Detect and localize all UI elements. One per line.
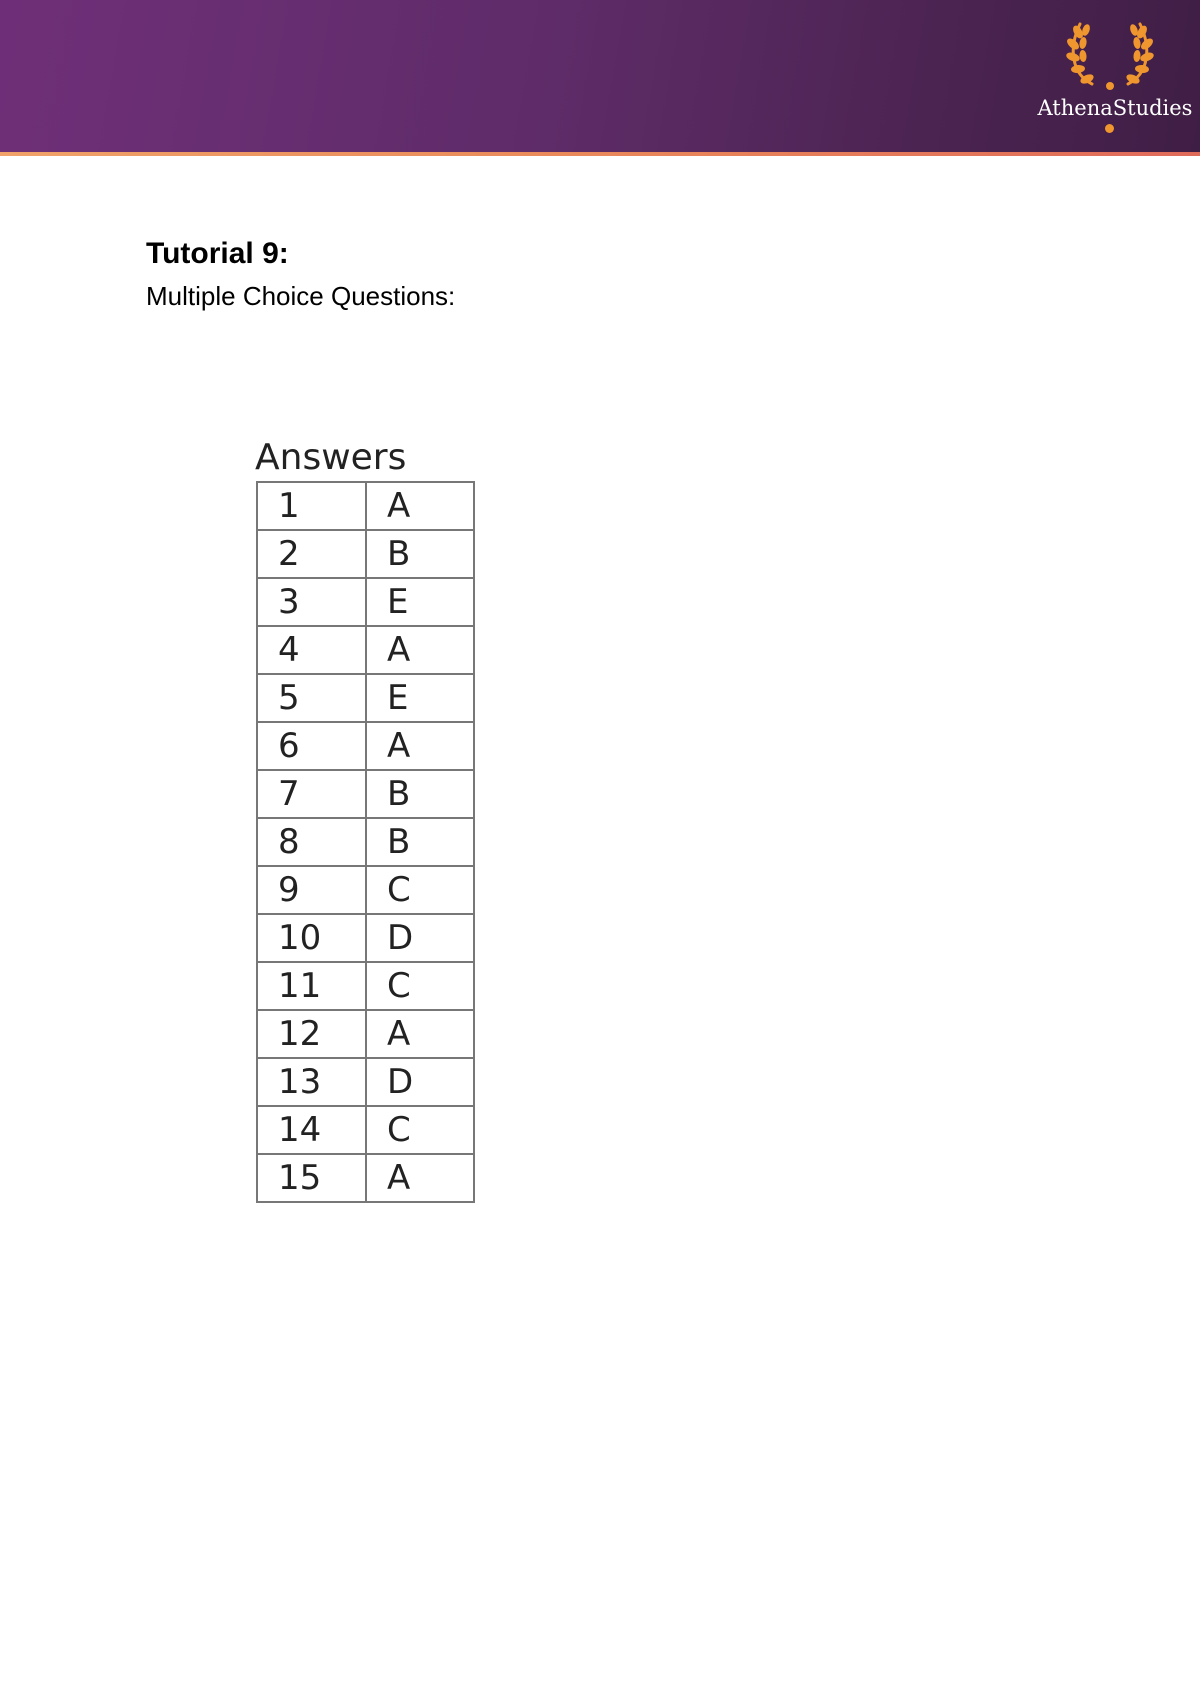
page-subtitle: Multiple Choice Questions: <box>146 281 456 311</box>
question-number-cell: 8 <box>257 818 366 866</box>
answer-letter-cell: E <box>366 578 474 626</box>
page-title: Tutorial 9: <box>146 237 289 270</box>
question-number-cell: 10 <box>257 914 366 962</box>
table-row <box>257 770 474 818</box>
question-number-cell: 15 <box>257 1154 366 1202</box>
table-row <box>257 914 474 962</box>
table-row <box>257 722 474 770</box>
question-number-cell: 1 <box>257 482 366 530</box>
answer-letter-cell: A <box>366 1154 474 1202</box>
table-row <box>257 1010 474 1058</box>
answer-letter-cell: C <box>366 1106 474 1154</box>
question-number-cell: 5 <box>257 674 366 722</box>
question-number-cell: 14 <box>257 1106 366 1154</box>
answer-letter-cell: B <box>366 770 474 818</box>
question-number-cell: 3 <box>257 578 366 626</box>
table-row <box>257 1058 474 1106</box>
answers-table-body <box>257 482 474 1202</box>
answer-letter-cell: C <box>366 866 474 914</box>
answer-letter-cell: C <box>366 962 474 1010</box>
brand-name: AthenaStudies <box>1037 96 1193 120</box>
table-row <box>257 674 474 722</box>
question-number-cell: 9 <box>257 866 366 914</box>
table-row <box>257 1106 474 1154</box>
answer-letter-cell: A <box>366 722 474 770</box>
answer-letter-cell: A <box>366 482 474 530</box>
table-row <box>257 578 474 626</box>
question-number-cell: 6 <box>257 722 366 770</box>
laurel-wreath-icon <box>1062 14 1158 94</box>
answers-heading: Answers <box>255 437 407 478</box>
answers-table <box>256 481 475 1203</box>
answer-letter-cell: D <box>366 914 474 962</box>
header-accent-rule <box>0 152 1200 156</box>
question-number-cell: 7 <box>257 770 366 818</box>
answer-letter-cell: A <box>366 626 474 674</box>
answer-letter-cell: A <box>366 1010 474 1058</box>
table-row <box>257 962 474 1010</box>
question-number-cell: 12 <box>257 1010 366 1058</box>
question-number-cell: 2 <box>257 530 366 578</box>
table-row <box>257 482 474 530</box>
table-row <box>257 1154 474 1202</box>
table-row <box>257 818 474 866</box>
question-number-cell: 13 <box>257 1058 366 1106</box>
table-row <box>257 866 474 914</box>
answer-letter-cell: D <box>366 1058 474 1106</box>
question-number-cell: 11 <box>257 962 366 1010</box>
question-number-cell: 4 <box>257 626 366 674</box>
brand-logo <box>1020 14 1200 138</box>
answer-letter-cell: E <box>366 674 474 722</box>
table-row <box>257 530 474 578</box>
answer-letter-cell: B <box>366 818 474 866</box>
brand-dot <box>1105 124 1114 133</box>
answer-letter-cell: B <box>366 530 474 578</box>
table-row <box>257 626 474 674</box>
